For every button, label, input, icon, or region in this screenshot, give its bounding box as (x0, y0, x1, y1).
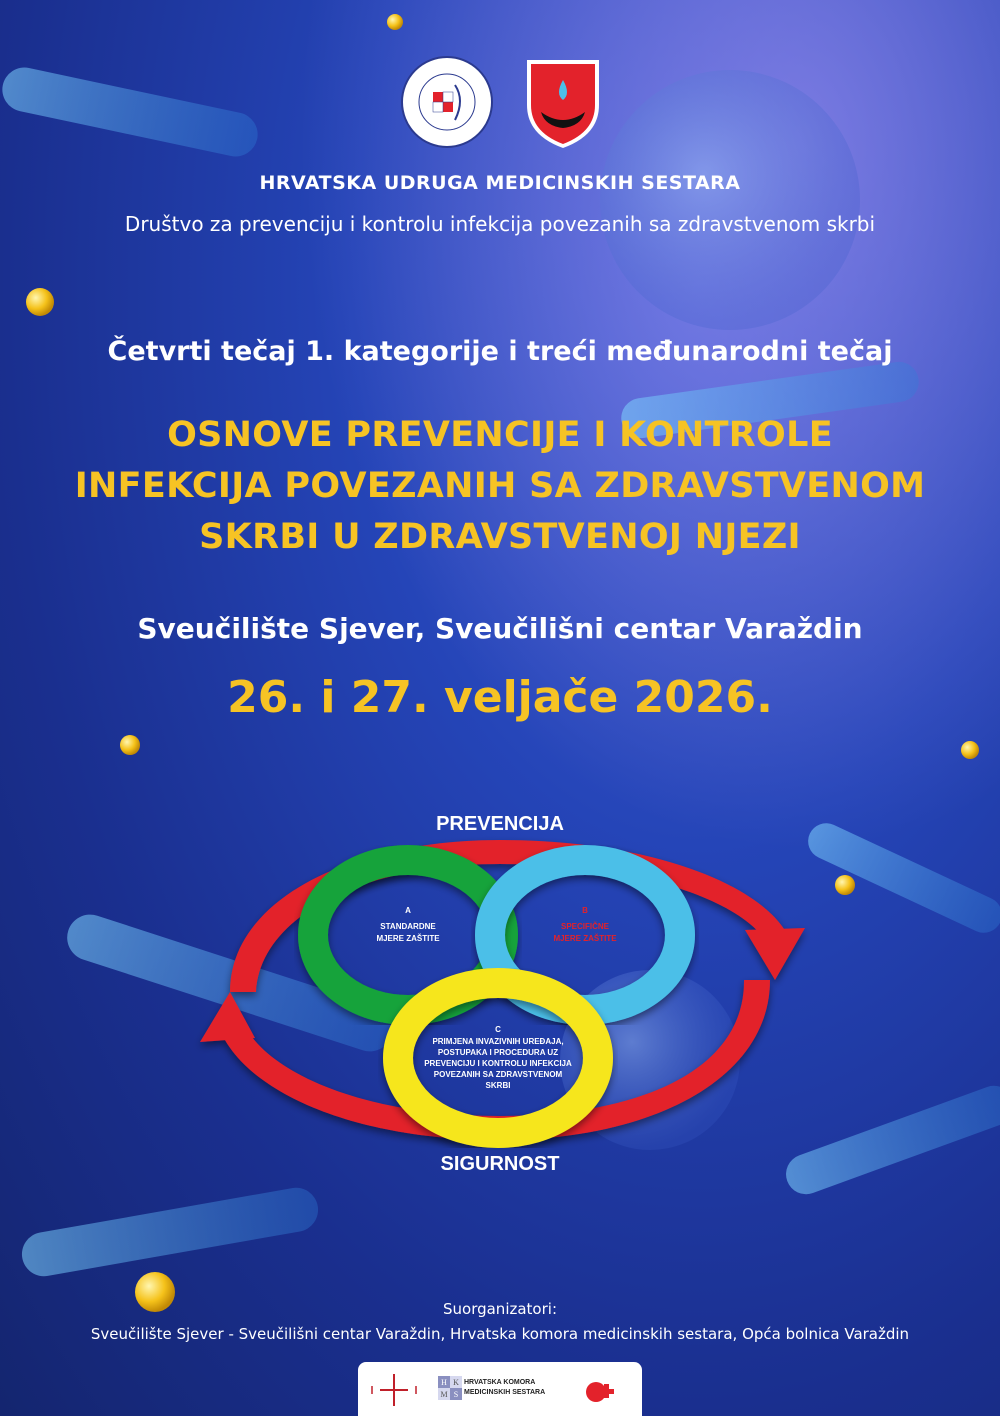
coorganizers-label: Suorganizatori: (442, 1300, 557, 1318)
hums-logo (402, 57, 492, 147)
ring-b-line-2: MJERE ZAŠTITE (553, 934, 617, 943)
ring-c-yellow (398, 983, 598, 1133)
venue: Sveučilište Sjever, Sveučilišni centar Varaždin (137, 612, 863, 645)
ring-a-letter: A (405, 906, 411, 915)
label-sigurnost: SIGURNOST (440, 1153, 560, 1175)
footer-logos-bar (358, 1362, 642, 1416)
ring-c-line-3: PREVENCIJU I KONTROLU INFEKCIJA (424, 1059, 572, 1068)
hkms-letter-k: K (453, 1378, 459, 1387)
course-title (0, 410, 1000, 563)
course-title-line-3: SKRBI U ZDRAVSTVENOJ NJEZI (199, 517, 801, 557)
course-category-line: Četvrti tečaj 1. kategorije i treći međunarodni tečaj (107, 336, 893, 367)
ring-a-line-1: STANDARDNE (380, 922, 436, 931)
organization-name: HRVATSKA UDRUGA MEDICINSKIH SESTARA (259, 172, 741, 194)
hkms-letter-h: H (441, 1378, 447, 1387)
prevention-safety-diagram (190, 780, 810, 1190)
hkms-name (464, 1378, 545, 1398)
top-logos (0, 50, 1000, 150)
hkms-logo (438, 1376, 462, 1400)
ring-a-line-2: MJERE ZAŠTITE (376, 934, 440, 943)
hkms-name-line-2: MEDICINSKIH SESTARA (464, 1389, 546, 1396)
label-prevencija: PREVENCIJA (436, 813, 564, 835)
ring-b-line-1: SPECIFIČNE (560, 922, 610, 931)
drustvo-shield-logo (527, 60, 599, 148)
hospital-logo (586, 1382, 614, 1402)
hkms-letter-m: M (440, 1390, 448, 1399)
hkms-letter-s: S (453, 1390, 459, 1399)
unin-logo (372, 1374, 416, 1406)
ring-c-line-4: POVEZANIH SA ZDRAVSTVENOM (433, 1070, 563, 1079)
ring-c-letter: C (495, 1025, 501, 1034)
ring-c-line-2: POSTUPAKA I PROCEDURA UZ (437, 1048, 559, 1057)
ring-c-line-1: PRIMJENA INVAZIVNIH UREĐAJA, (432, 1037, 564, 1046)
ring-b-letter: B (582, 906, 588, 915)
hkms-name-line-1: HRVATSKA KOMORA (464, 1379, 536, 1386)
ring-c-line-5: SKRBI (485, 1081, 511, 1090)
event-date: 26. i 27. veljače 2026. (227, 672, 773, 723)
organization-subtitle: Društvo za prevenciju i kontrolu infekcija povezanih sa zdravstvenom skrbi (124, 212, 876, 236)
course-title-line-1: OSNOVE PREVENCIJE I KONTROLE (167, 415, 833, 455)
coorganizers-list: Sveučilište Sjever - Sveučilišni centar Varaždin, Hrvatska komora medicinskih sestara, Opća bolnica Varaždin (90, 1325, 910, 1343)
course-title-line-2: INFEKCIJA POVEZANIH SA ZDRAVSTVENOM (74, 466, 926, 506)
